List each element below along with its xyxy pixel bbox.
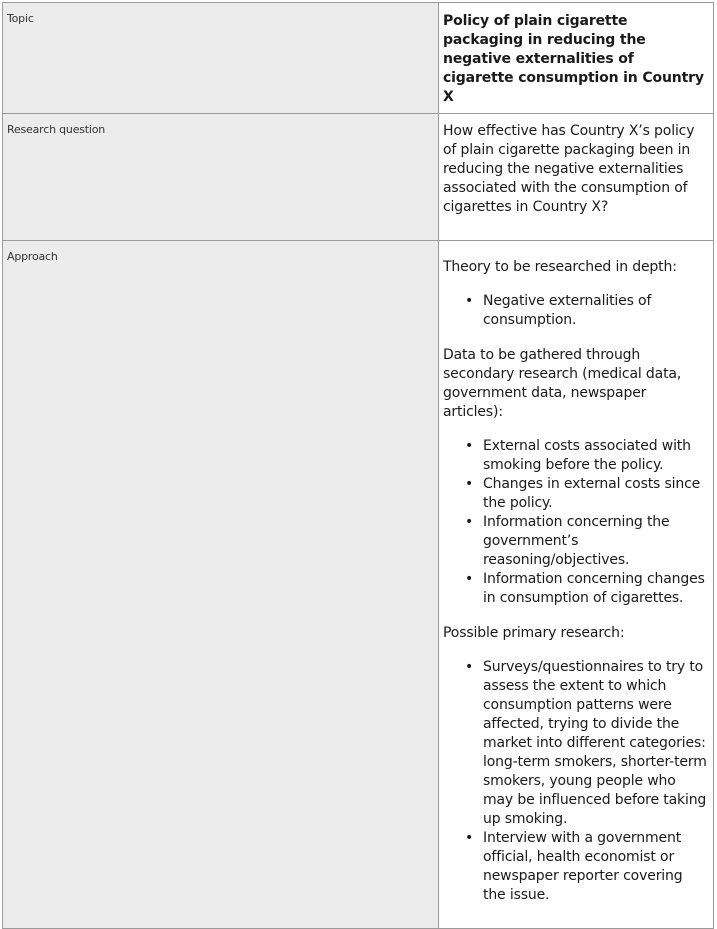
section-heading-theory: Theory to be researched in depth: bbox=[443, 259, 677, 275]
primary-research-list bbox=[443, 658, 707, 905]
table-row-topic bbox=[3, 3, 714, 114]
topic-content-cell bbox=[439, 3, 714, 114]
list-item: • External costs associated with smoking before the policy. bbox=[483, 437, 707, 475]
table-row-approach bbox=[3, 241, 714, 929]
approach-content bbox=[443, 250, 707, 905]
table-row-research-question bbox=[3, 114, 714, 241]
list-item: • Surveys/questionnaires to try to assess the extent to which consumption patterns were affected, trying to divide the market into different categories: long-term smokers, shorter-term smokers, young people who may be influenced before taking up smoking. bbox=[483, 658, 707, 829]
section-heading-secondary-research: Data to be gathered through secondary research (medical data, government data, newspaper articles): bbox=[443, 347, 682, 420]
topic-text: Policy of plain cigarette packaging in reducing the negative externalities of cigarette consumption in Country X bbox=[443, 13, 704, 105]
approach-label: Approach bbox=[3, 241, 439, 929]
theory-list bbox=[443, 292, 707, 330]
list-item: • Changes in external costs since the policy. bbox=[483, 475, 707, 513]
list-item: • Negative externalities of consumption. bbox=[483, 292, 707, 330]
approach-cell bbox=[439, 241, 714, 929]
research-question-label: Research question bbox=[3, 114, 439, 241]
list-item: • Information concerning the government’s reasoning/objectives. bbox=[483, 513, 707, 570]
section-heading-primary-research: Possible primary research: bbox=[443, 625, 625, 641]
list-item: • Interview with a government official, health economist or newspaper reporter covering the issue. bbox=[483, 829, 707, 905]
research-plan-table bbox=[2, 2, 714, 929]
research-question-text: How effective has Country X’s policy of plain cigarette packaging been in reducing the negative externalities associated with the consumption of cigarettes in Country X? bbox=[443, 123, 695, 215]
secondary-research-list bbox=[443, 437, 707, 608]
research-question-cell bbox=[439, 114, 714, 241]
topic-label: Topic bbox=[3, 3, 439, 114]
list-item: • Information concerning changes in consumption of cigarettes. bbox=[483, 570, 707, 608]
